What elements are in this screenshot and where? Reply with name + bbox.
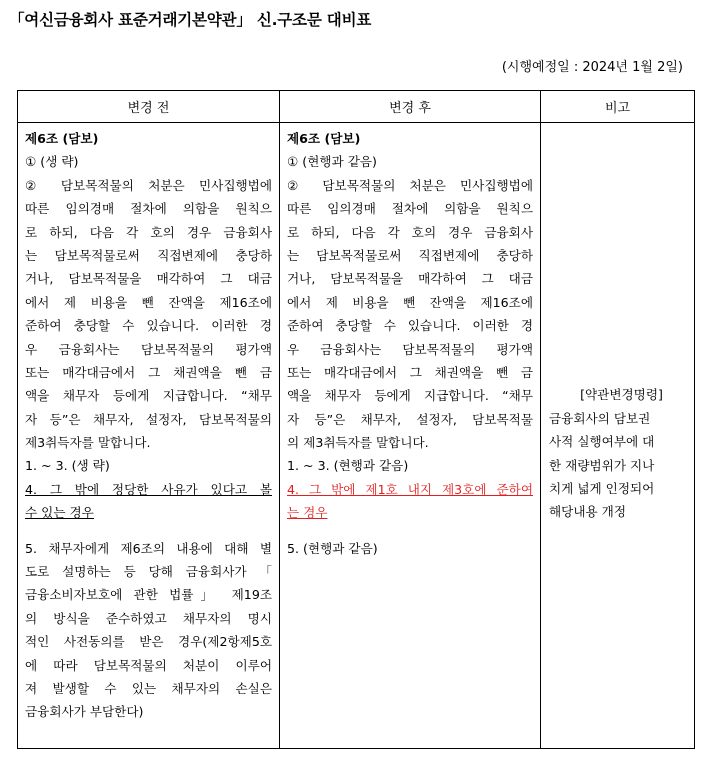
before-item-2-line: 는 담보목적물로써 직접변제에 충당하 (25, 247, 272, 263)
before-item-2-line: ② 담보목적물의 처분은 민사집행법에 (25, 177, 272, 193)
before-sub-5-line: 도로 설명하는 등 당해 금융회사가 「 (25, 564, 272, 580)
effective-date: (시행예정일 : 2024년 1월 2일) (501, 60, 683, 75)
before-item-2-line: 로 하되, 다음 각 호의 경우 금융회사 (25, 224, 272, 240)
before-cell (18, 123, 280, 749)
note-line: [약관변경명령] (580, 387, 663, 403)
after-sub-4-line-changed: 4. 그 밖에 제1호 내지 제3호에 준하여 (287, 481, 533, 497)
note-line: 한 재량범위가 지나 (549, 457, 655, 473)
before-sub-5-line: 의 방식을 준수하였고 채무자의 명시 (25, 610, 272, 626)
before-item-1: ① (생 략) (25, 154, 79, 170)
before-sub-5-line: 에 따라 담보목적물의 처분이 이루어 (25, 657, 272, 673)
before-item-2-line: 자 등”은 채무자, 설정자, 담보목적물의 (25, 411, 272, 427)
after-item-2-line: 는 담보목적물로써 직접변제에 충당하 (287, 247, 533, 263)
note-cell (541, 123, 695, 749)
header-after: 변경 후 (280, 91, 541, 123)
comparison-table (17, 90, 695, 749)
note-content (549, 383, 694, 523)
after-item-2-line: 의 제3취득자를 말합니다. (287, 435, 429, 451)
after-item-1: ① (현행과 같음) (287, 154, 377, 170)
before-sub-5-line: 5. 채무자에게 제6조의 내용에 대해 별 (25, 540, 272, 556)
table-header-row (18, 91, 695, 123)
before-sub-4-text: 수 있는 경우 (25, 505, 94, 521)
after-item-2-line: 따른 임의경매 절차에 의함을 원칙으 (287, 201, 533, 217)
note-line: 치게 넓게 인정되어 (549, 480, 655, 496)
after-item-2-line: 액을 채무자 등에게 지급합니다. “채무 (287, 388, 533, 404)
after-item-2-line: 준하여 충당할 수 있습니다. 이러한 경 (287, 318, 533, 334)
after-sub-4-text-changed: 는 경우 (287, 505, 328, 521)
before-item-2-line: 준하여 충당할 수 있습니다. 이러한 경 (25, 318, 272, 334)
before-item-2-line: 따른 임의경매 절차에 의함을 원칙으 (25, 201, 272, 217)
before-article-heading: 제6조 (담보) (25, 131, 99, 146)
before-item-2-line: 거나, 담보목적물을 매각하여 그 대금 (25, 271, 272, 287)
before-sub-5-line: 적인 사전동의를 받은 경우(제2항제5호 (25, 634, 272, 650)
before-sub-5-line: 져 발생할 수 있는 채무자의 손실은 (25, 680, 272, 696)
before-item-2-line: 우 금융회사는 담보목적물의 평가액 (25, 341, 272, 357)
before-item-2-line: 액을 채무자 등에게 지급합니다. “채무 (25, 388, 272, 404)
after-item-2-line: 자 등”은 채무자, 설정자, 담보목적물 (287, 411, 533, 427)
before-sub-1-3: 1. ~ 3. (생 략) (25, 458, 110, 474)
header-before: 변경 전 (18, 91, 280, 123)
before-sub-5-line: 금융소비자보호에 관한 법률」 제19조 (25, 587, 272, 603)
note-line: 금융회사의 담보권 (549, 410, 651, 426)
after-item-2-line: 로 하되, 다음 각 호의 경우 금융회사 (287, 224, 533, 240)
document-title: 「여신금융회사 표준거래기본약관」 신.구조문 대비표 (9, 11, 372, 29)
after-sub-4-line-changed (287, 501, 533, 524)
after-sub-1-3: 1. ~ 3. (현행과 같음) (287, 458, 409, 474)
after-cell (280, 123, 541, 749)
after-item-2-line: ② 담보목적물의 처분은 민사집행법에 (287, 177, 533, 193)
before-sub-4-line (25, 501, 272, 524)
after-item-2-line: 에서 제 비용을 뺀 잔액을 제16조에 (287, 294, 533, 310)
before-sub-5-line: 금융회사가 부담한다) (25, 704, 144, 720)
note-line: 사적 실행여부에 대 (549, 434, 655, 450)
after-item-2-line: 또는 매각대금에서 그 채권액을 뺀 금 (287, 364, 533, 380)
before-item-2-line: 제3취득자를 말합니다. (25, 435, 151, 451)
after-item-2-line: 거나, 담보목적물을 매각하여 그 대금 (287, 271, 533, 287)
before-sub-4-line: 4. 그 밖에 정당한 사유가 있다고 볼 (25, 481, 272, 497)
note-line: 해당내용 개정 (549, 504, 626, 520)
after-article-heading: 제6조 (담보) (287, 131, 361, 146)
before-item-2-line: 에서 제 비용을 뺀 잔액을 제16조에 (25, 294, 272, 310)
table-body-row (18, 123, 695, 749)
header-note: 비고 (541, 91, 695, 123)
after-item-2-line: 우 금융회사는 담보목적물의 평가액 (287, 341, 533, 357)
after-sub-5: 5. (현행과 같음) (287, 540, 378, 556)
before-item-2-line: 또는 매각대금에서 그 채권액을 뺀 금 (25, 364, 272, 380)
